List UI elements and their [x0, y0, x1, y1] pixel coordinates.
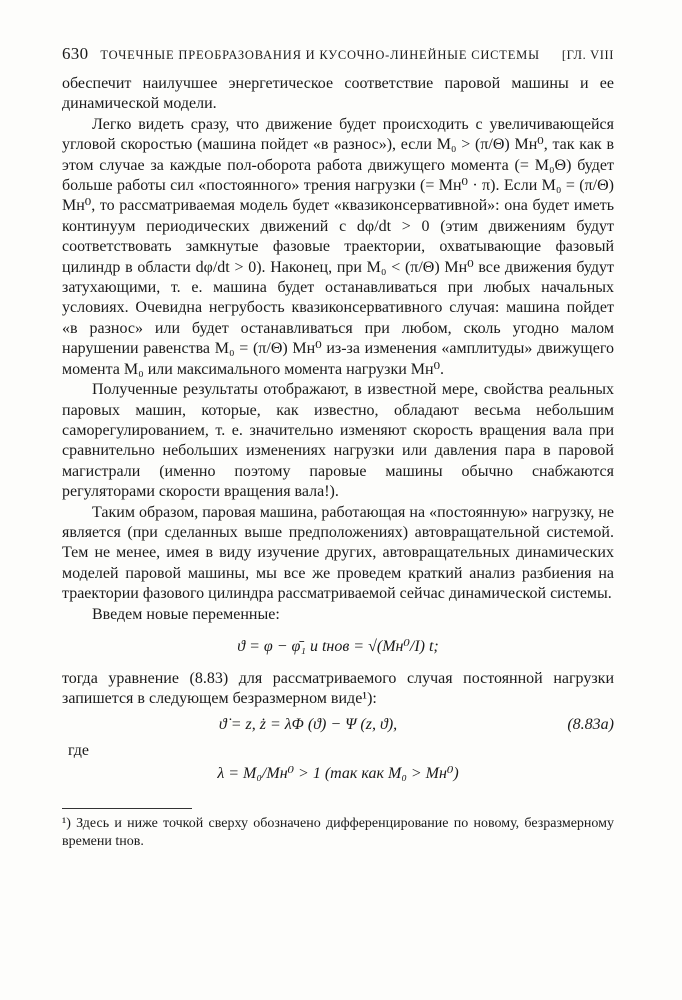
- paragraph-5: Введем новые переменные:: [92, 605, 280, 623]
- page-header: [62, 44, 614, 74]
- paragraph-6: тогда уравнение (8.83) для рассматриваемого случая постоянной нагрузки запишется в следующем безразмерном виде¹):: [62, 669, 614, 708]
- paragraph-2: Легко видеть сразу, что движение будет происходить с увеличивающейся угловой скоростью (машина пойдет «в разнос»), если M₀ > (π/Θ) Mн⁰, так как в этом случае за каждые пол-оборота работа движущего момента (= M₀Θ) будет больше работы сил «постоянного» трения нагрузки (= Mн⁰ · π). Если M₀ = (π/Θ) Mн⁰, то рассматриваемая модель будет «квазиконсервативной»: она будет иметь континуум периодических движений с dφ/dt > 0 (этим движениям будут соответствовать замкнутые фазовые траектории, охватывающие фазовый цилиндр в области dφ/dt > 0). Наконец, при M₀ < (π/Θ) Mн⁰ все движения будут затухающими, т. е. машина будет останавливаться при любых начальных условиях. Очевидна негрубость квазиконсервативного случая: машина пойдет «в разнос» или будет останавливаться при любом, сколь угодно малом нарушении равенства M₀ = (π/Θ) Mн⁰ из-за изменения «амплитуды» движущего момента M₀ или максимального момента нагрузки Mн⁰.: [62, 115, 614, 378]
- page-number: 630: [62, 44, 89, 63]
- chapter-label: [ГЛ. VIII: [561, 48, 614, 62]
- paragraph-4: Таким образом, паровая машина, работающая на «постоянную» нагрузку, не является (при сделанных выше предположениях) автовращательной системой. Тем не менее, имея в виду изучение других, автовращательных динамических моделей паровой машины, мы все же проведем краткий анализ разбиения на траектории фазового цилиндра рассматриваемой сейчас динамической системы.: [62, 503, 614, 603]
- footnote: ¹) Здесь и ниже точкой сверху обозначено дифференцирование по новому, безразмерному времени tнов.: [62, 815, 614, 849]
- footnote-separator: [62, 808, 192, 809]
- formula-new-variables: ϑ = φ − φ̄₁ и tнов = √(Mн⁰/I) t;: [237, 637, 439, 655]
- book-page: [62, 44, 614, 851]
- equation-8-83a: [62, 710, 614, 740]
- equation-body: ϑ̇ = z, ż = λΦ (ϑ) − Ψ (z, ϑ),: [218, 715, 398, 733]
- paragraph-1: обеспечит наилучшее энергетическое соответствие паровой машины и ее динамической модели.: [62, 75, 614, 113]
- formula-lambda: λ = M₀/Mн⁰ > 1 (так как M₀ > Mн⁰): [217, 764, 459, 782]
- running-title: ТОЧЕЧНЫЕ ПРЕОБРАЗОВАНИЯ И КУСОЧНО-ЛИНЕЙНЫЕ СИСТЕМЫ: [100, 48, 540, 62]
- equation-number: (8.83a): [567, 715, 614, 733]
- where-label: где: [68, 741, 90, 759]
- paragraph-3: Полученные результаты отображают, в известной мере, свойства реальных паровых машин, которые, как известно, обладают весьма небольшим саморегулированием, т. е. значительно изменяют скорость вращения вала при сравнительно небольших изменениях нагрузки или давления пара в паровой магистрали (именно поэтому паровые машины обычно снабжаются регуляторами скорости вращения вала!).: [62, 381, 614, 501]
